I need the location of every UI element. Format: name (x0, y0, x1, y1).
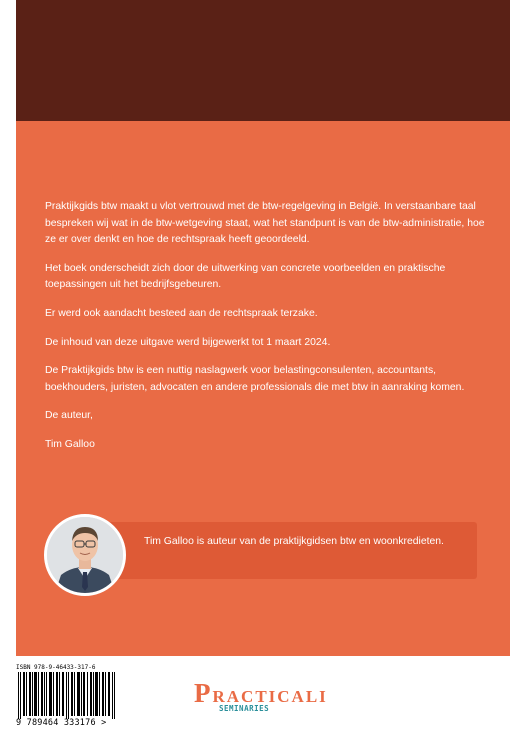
back-cover (16, 0, 510, 656)
blurb (45, 199, 485, 466)
top-band (16, 0, 510, 121)
logo-rest: RACTICALI (212, 687, 328, 706)
logo-subtitle: SEMINARIES (219, 704, 270, 713)
blurb-paragraph-intro: Praktijkgids btw maakt u vlot vertrouwd met de btw-regelgeving in België. In verstaanbare taal bespreken wij wat in de btw-wetgeving staat, wat het standpunt is van de btw-administratie, hoe ze er over denkt en hoe de rechtspraak heeft geoordeeld. (45, 201, 485, 246)
blurb-paragraph-audience: De Praktijkgids btw is een nuttig naslagwerk voor belastingconsulenten, accountants, boekhouders, juristen, advocaten en andere professionals die met btw in aanraking komen. (45, 365, 465, 393)
publisher-logo (186, 674, 346, 719)
author-portrait-icon (47, 517, 123, 593)
blurb-paragraph-examples: Het boek onderscheidt zich door de uitwerking van concrete voorbeelden en praktische toepassingen uit het bedrijfsgebeuren. (45, 262, 446, 291)
barcode-icon (16, 672, 120, 719)
isbn-label: ISBN 978-9-46433-317-6 (16, 664, 96, 671)
logo-initial: P (194, 678, 213, 708)
author-bio: Tim Galloo is auteur van de praktijkgidsen btw en woonkredieten. (144, 536, 444, 547)
blurb-paragraph-update-date: De inhoud van deze uitgave werd bijgewerkt tot 1 maart 2024. (45, 336, 331, 348)
signature-label: De auteur, (45, 410, 93, 422)
barcode-digits: 9 789464 333176 > (16, 718, 107, 728)
signature-name: Tim Galloo (45, 438, 95, 450)
blurb-paragraph-case-law: Er werd ook aandacht besteed aan de rechtspraak terzake. (45, 307, 318, 319)
author-photo (44, 514, 126, 596)
